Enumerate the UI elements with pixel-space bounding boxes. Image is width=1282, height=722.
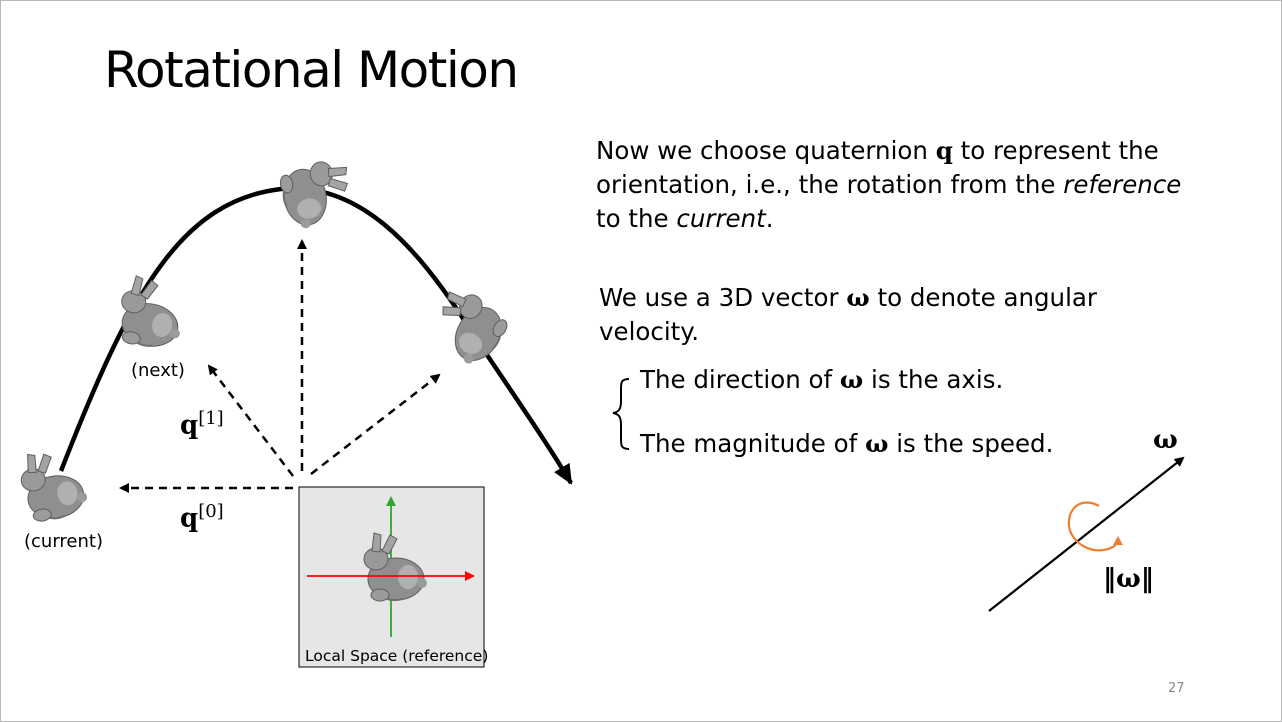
text-span: Now we choose quaternion [596, 136, 936, 165]
text-span: The magnitude of [640, 429, 866, 458]
text-span: is the speed. [888, 429, 1054, 458]
text-span: to the [596, 204, 677, 233]
symbol-omega: ω [865, 429, 889, 458]
q1-superscript: [1] [198, 408, 224, 429]
curly-brace [613, 379, 629, 449]
text-span: orientation, i.e., the rotation from the [596, 170, 1064, 199]
symbol-q: q [935, 136, 953, 165]
omega-axis-arrow [989, 458, 1183, 611]
text-span: We use a 3D vector [599, 283, 847, 312]
q0-superscript: [0] [198, 501, 224, 522]
page-number: 27 [1168, 681, 1185, 696]
text-span: to denote angular [869, 283, 1097, 312]
label-omega-norm: ‖ω‖ [1103, 564, 1154, 594]
q1-base: q [180, 410, 199, 441]
text-span: is the axis. [863, 365, 1004, 394]
label-omega: ω [1153, 425, 1178, 455]
q0-base: q [180, 503, 199, 534]
dashed-arrow-right [311, 375, 439, 474]
italic-reference: reference [1063, 170, 1182, 199]
text-span: to represent the [952, 136, 1159, 165]
paragraph-line: velocity. [599, 317, 700, 346]
label-q1 [180, 408, 224, 441]
label-current: (current) [24, 531, 103, 552]
label-reference: Local Space (reference) [305, 647, 489, 665]
bunny-next-icon [115, 274, 189, 352]
bunny-top-icon [278, 158, 356, 232]
bunny-current-icon [18, 447, 90, 523]
symbol-omega: ω [846, 283, 870, 312]
bunny-right-icon [423, 283, 513, 372]
text-span: . [765, 204, 774, 233]
rotation-diagram [1, 1, 1282, 722]
symbol-omega: ω [839, 365, 864, 394]
slide-title: Rotational Motion [104, 41, 518, 99]
label-next: (next) [131, 360, 185, 381]
italic-current: current [676, 204, 766, 233]
label-q0 [180, 501, 224, 534]
text-span: The direction of [640, 365, 840, 394]
